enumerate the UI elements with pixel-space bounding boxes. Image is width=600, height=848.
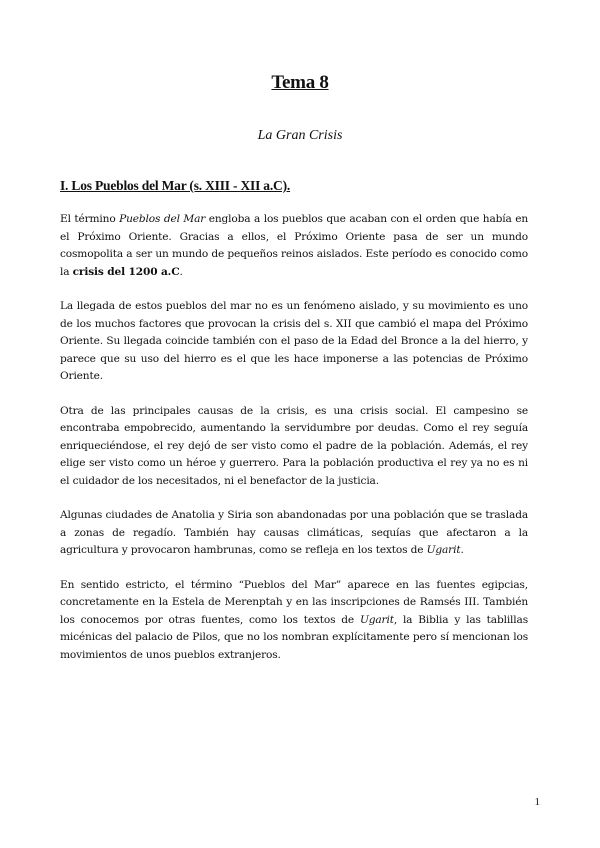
paragraph-llegada: La llegada de estos pueblos del mar no es un fenómeno aislado, y su movimiento es uno de los muchos factores que provocan la crisis del s. XII que cambió el mapa del Próximo Oriente. Su llegada coincide también con el paso de la Edad del Bronce a la del hierro, y parece que su uso del hierro es el que les hace imponerse a las potencias de Próximo Oriente. (60, 300, 528, 382)
body-text (60, 211, 528, 681)
section-heading: I. Los Pueblos del Mar (s. XIII - XII a.C). (60, 178, 291, 193)
italic-term: Ugarit (426, 544, 461, 556)
page-title: Tema 8 (271, 72, 329, 93)
page-subtitle: La Gran Crisis (257, 128, 343, 143)
paragraph-pueblos-del-mar (60, 211, 528, 281)
paragraph-sentido-estricto (60, 577, 528, 665)
text-run: engloba a los pueblos que acaban con el orden que había en el Próximo Oriente. Gracias a ellos, el Próximo Oriente pasa de ser un mundo cosmopolita a ser un mundo de pequeños reinos aislados. Este período es conocido como la (60, 213, 529, 278)
paragraph-crisis-social: Otra de las principales causas de la crisis, es una crisis social. El campesino se encontraba empobrecido, aumentando la servidumbre por deudas. Como el rey seguía enriqueciéndose, el rey dejó de ser visto como el padre de la población. Además, el rey elige ser visto como un héroe y guerrero. Para la población productiva el rey ya no es ni el cuidador de los necesitados, ni el benefactor de la justicia. (60, 404, 528, 487)
text-run: En sentido estricto, el término “Pueblos del Mar” aparece en las fuentes egipcias, concretamente en la Estela de Merenptah y en las inscripciones de Ramsés III. También los conocemos por otras fuentes, como los textos de (60, 578, 528, 626)
text-run: Algunas ciudades de Anatolia y Siria son abandonadas por una población que se traslada a zonas de regadío. También hay causas climáticas, sequías que afectaron a la agricultura y provocaron hambrunas, como se refleja en los textos de (60, 509, 528, 556)
italic-term: Ugarit (359, 613, 394, 626)
text-run: . (179, 265, 183, 278)
text-run: , la Biblia y las tablillas micénicas del palacio de Pilos, que no los nombran explícitamente pero sí mencionan los movimientos de unos pueblos extranjeros. (60, 613, 528, 661)
text-run: . (460, 544, 464, 556)
text-run: El término (60, 213, 120, 225)
page-number: 1 (534, 796, 540, 808)
paragraph-ciudades (60, 507, 528, 560)
italic-term: Pueblos del Mar (119, 213, 206, 225)
bold-term: crisis del 1200 a.C (72, 265, 180, 278)
